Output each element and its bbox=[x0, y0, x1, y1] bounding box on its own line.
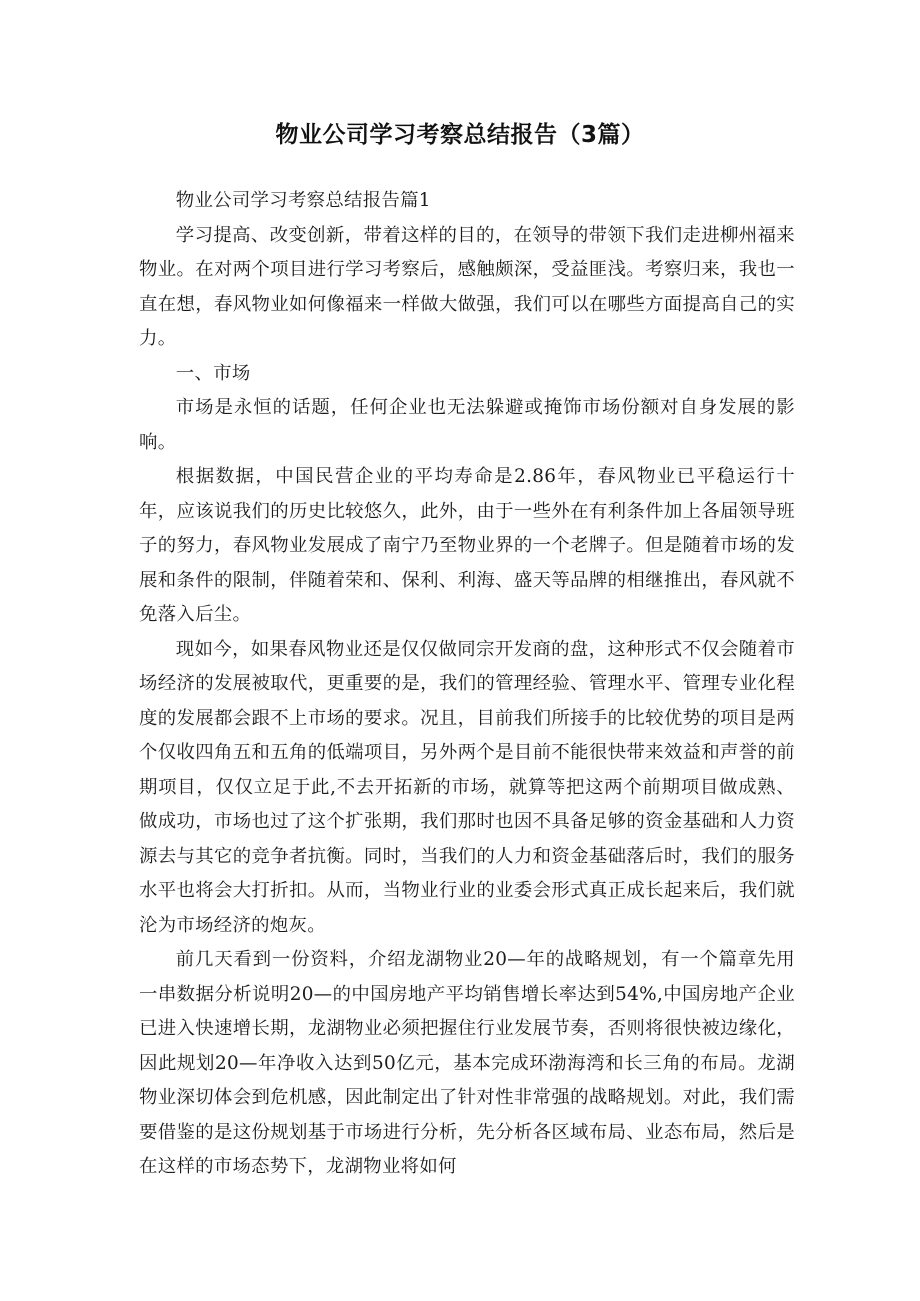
document-title: 物业公司学习考察总结报告（3篇） bbox=[275, 122, 645, 148]
body-paragraph: 学习提高、改变创新，带着这样的目的，在领导的带领下我们走进柳州福来物业。在对两个项目进行学习考察后，感触颇深，受益匪浅。考察归来，我也一直在想，春风物业如何像福来一样做大做强，我们可以在哪些方面提高自己的实力。 bbox=[139, 224, 795, 349]
body-paragraph: 前几天看到一份资料，介绍龙湖物业20—年的战略规划，有一个篇章先用一串数据分析说明20—的中国房地产平均销售增长率达到54%,中国房地产企业已进入快速增长期，龙湖物业必须把握住行业发展节奏，否则将很快被边缘化，因此规划20—年净收入达到50亿元，基本完成环渤海湾和长三角的布局。龙湖物业深切体会到危机感，因此制定出了针对性非常强的战略规划。对此，我们需要借鉴的是这份规划基于市场进行分析，先分析各区域布局、业态布局，然后是在这样的市场态势下，龙湖物业将如何 bbox=[139, 949, 795, 1177]
body-paragraph: 根据数据，中国民营企业的平均寿命是2.86年，春风物业已平稳运行十年，应该说我们的历史比较悠久，此外，由于一些外在有利条件加上各届领导班子的努力，春风物业发展成了南宁乃至物业界的一个老牌子。但是随着市场的发展和条件的限制，伴随着荣和、保利、利海、盛天等品牌的相继推出，春风就不免落入后尘。 bbox=[139, 466, 795, 625]
document-body bbox=[139, 184, 795, 1185]
body-paragraph: 现如今，如果春风物业还是仅仅做同宗开发商的盘，这种形式不仅会随着市场经济的发展被取代，更重要的是，我们的管理经验、管理水平、管理专业化程度的发展都会跟不上市场的要求。况且，目前我们所接手的比较优势的项目是两个仅收四角五和五角的低端项目，另外两个是目前不能很快带来效益和声誉的前期项目，仅仅立足于此,不去开拓新的市场，就算等把这两个前期项目做成熟、做成功，市场也过了这个扩张期，我们那时也因不具备足够的资金基础和人力资源去与其它的竞争者抗衡。同时，当我们的人力和资金基础落后时，我们的服务水平也将会大打折扣。从而，当物业行业的业委会形式真正成长起来后，我们就沦为市场经济的炮灰。 bbox=[139, 638, 795, 936]
body-paragraph: 市场是永恒的话题，任何企业也无法躲避或掩饰市场份额对自身发展的影响。 bbox=[139, 397, 795, 453]
subsection-heading: 一、市场 bbox=[175, 362, 251, 384]
section-heading: 物业公司学习考察总结报告篇1 bbox=[175, 190, 431, 211]
